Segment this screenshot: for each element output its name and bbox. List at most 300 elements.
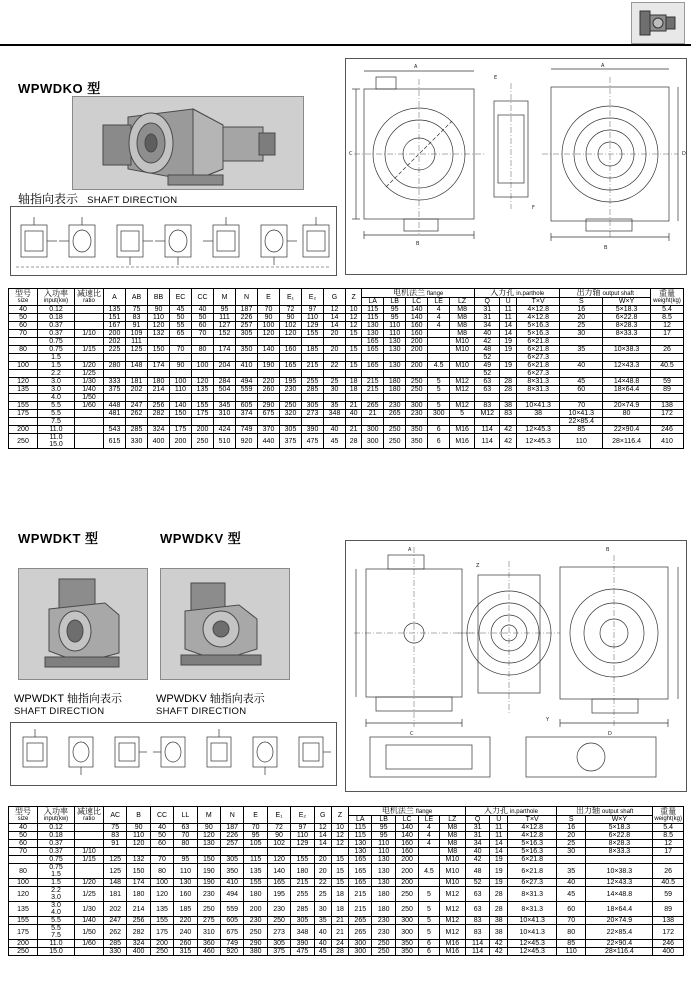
cell-E: 220 [258, 378, 280, 386]
svg-text:Y: Y [546, 717, 550, 723]
cell-LB: 180 [372, 887, 395, 902]
th-LE: LE [428, 298, 450, 306]
cell-AC: 181 [104, 887, 127, 902]
cell-N: 410 [236, 362, 258, 370]
cell-size: 40 [9, 306, 38, 314]
cell-E2 [291, 848, 314, 856]
cell-AC: 262 [104, 925, 127, 940]
cell-ratio [75, 832, 104, 840]
technical-drawing-wpwdkt-wpwdkv [345, 540, 687, 792]
cell-CC [192, 394, 214, 402]
cell-WY: 5×18.3 [586, 824, 653, 832]
cell-LC: 200 [406, 346, 428, 354]
cell-ratio [75, 864, 104, 879]
cell-CC: 50 [150, 832, 173, 840]
cell-ratio: 1/10 [75, 330, 104, 338]
cell-E: 290 [258, 402, 280, 410]
cell-Z [331, 848, 348, 856]
cell-TV: 10×41.3 [516, 402, 560, 410]
cell-BB: 180 [148, 378, 170, 386]
cell-E1: 120 [280, 330, 302, 338]
cell-CC: 60 [150, 840, 173, 848]
cell-W: 172 [653, 925, 684, 940]
cell-WY: 14×48.8 [603, 378, 651, 386]
cell-Q: 63 [475, 378, 500, 386]
cell-WY [603, 354, 651, 362]
th-S: S [560, 298, 603, 306]
cell-N: 410 [221, 879, 244, 887]
spec-table-wpwdkt-wpwdkv [8, 806, 684, 956]
cell-Z: 21 [346, 426, 362, 434]
cell-W [651, 370, 684, 378]
cell-Q: 40 [475, 330, 500, 338]
cell-LA: 130 [349, 848, 372, 856]
th2-U: U [490, 816, 508, 824]
cell-power: 2.2 3.0 [38, 887, 75, 902]
cell-G: 20 [324, 330, 346, 338]
cell-LE: 5 [428, 402, 450, 410]
cell-ratio: 1/50 [75, 925, 104, 940]
cell-size: 60 [9, 322, 38, 330]
cell-G: 12 [324, 306, 346, 314]
cell-E: 70 [258, 306, 280, 314]
cell-power: 0.18 [38, 314, 75, 322]
th2-TV: T×V [508, 816, 556, 824]
cell-Q [475, 418, 500, 426]
table-row [9, 948, 684, 956]
cell-E: 260 [258, 386, 280, 394]
cell-E1: 375 [267, 948, 290, 956]
cell-LE [428, 346, 450, 354]
cell-power: 4.0 [38, 394, 75, 402]
cell-G: 20 [324, 346, 346, 354]
cell-B [127, 848, 150, 856]
cell-LB: 230 [384, 402, 406, 410]
cell-AC [104, 848, 127, 856]
th2-WY: W×Y [586, 816, 653, 824]
cell-E2: 390 [291, 940, 314, 948]
cell-N [221, 848, 244, 856]
cell-E1: 195 [267, 887, 290, 902]
th-ratio: 减速比 ratio [75, 289, 104, 306]
cell-E1: 90 [280, 314, 302, 322]
cell-S: 22×85.4 [560, 418, 603, 426]
cell-Z: 12 [346, 314, 362, 322]
cell-ratio: 1/30 [75, 902, 104, 917]
cell-M: 174 [214, 346, 236, 354]
cell-W: 172 [651, 410, 684, 418]
table-row [9, 848, 684, 856]
cell-N: 226 [221, 832, 244, 840]
cell-E2: 390 [302, 426, 324, 434]
cell-LZ: M16 [450, 426, 475, 434]
cell-AC: 91 [104, 840, 127, 848]
cell-size: 40 [9, 824, 38, 832]
th-outshaft: 出力轴 output shaft [560, 289, 651, 298]
cell-E1: 305 [280, 426, 302, 434]
cell-EC: 150 [170, 410, 192, 418]
cell-LZ: M8 [450, 330, 475, 338]
cell-E: 675 [258, 410, 280, 418]
cell-A: 200 [104, 330, 126, 338]
cell-TV [516, 394, 560, 402]
cell-LC: 140 [395, 824, 418, 832]
cell-power: 2.2 [38, 370, 75, 378]
cell-W: 26 [651, 346, 684, 354]
cell-LC [406, 418, 428, 426]
shaft-direction-diagrams-2 [10, 722, 337, 786]
cell-N [236, 338, 258, 346]
cell-BB: 174 [148, 362, 170, 370]
cell-A [104, 394, 126, 402]
cell-LA: 115 [349, 832, 372, 840]
cell-TV: 4×12.8 [508, 824, 556, 832]
cell-size: 120 [9, 378, 38, 386]
wpwdkv-gearbox-photo [160, 568, 290, 680]
cell-LL: 95 [174, 856, 197, 864]
cell-CC: 80 [192, 346, 214, 354]
cell-LB: 180 [384, 378, 406, 386]
cell-S [560, 338, 603, 346]
table-row [9, 940, 684, 948]
th-weight: 重量 weight(kg) [651, 289, 684, 306]
cell-S: 35 [556, 864, 586, 879]
cell-U: 19 [500, 338, 516, 346]
cell-E2: 285 [302, 386, 324, 394]
cell-LA: 165 [362, 362, 384, 370]
cell-size: 70 [9, 330, 38, 338]
cell-EC [170, 394, 192, 402]
cell-LB: 230 [372, 917, 395, 925]
cell-ratio: 1/60 [75, 402, 104, 410]
cell-E2: 285 [291, 902, 314, 917]
cell-G: 40 [314, 940, 331, 948]
cell-E: 155 [244, 879, 267, 887]
table-row [9, 887, 684, 902]
cell-power: 0.12 [38, 824, 75, 832]
cell-power: 11.0 15.0 [38, 434, 75, 449]
cell-LA: 165 [362, 338, 384, 346]
cell-N: 605 [221, 917, 244, 925]
cell-LA [362, 354, 384, 362]
section2-caption-left-cn: WPWDKT 轴指向表示 [14, 693, 122, 705]
cell-LA: 215 [349, 902, 372, 917]
cell-W: 5.4 [653, 824, 684, 832]
cell-TV [516, 418, 560, 426]
cell-LL: 70 [174, 832, 197, 840]
technical-drawing-wpwdko [345, 58, 687, 275]
cell-AB: 262 [126, 410, 148, 418]
cell-BB [148, 418, 170, 426]
cell-E1: 102 [267, 840, 290, 848]
cell-LE: 6 [428, 426, 450, 434]
cell-A [104, 370, 126, 378]
th-U: U [500, 298, 516, 306]
cell-Z: 18 [331, 887, 348, 902]
th-TV: T×V [516, 298, 560, 306]
cell-TV: 6×27.3 [508, 879, 556, 887]
cell-E2: 129 [302, 322, 324, 330]
cell-U: 38 [490, 917, 508, 925]
cell-LC: 140 [395, 832, 418, 840]
cell-S: 80 [556, 925, 586, 940]
cell-LE: 4 [428, 306, 450, 314]
cell-Q: 63 [466, 887, 490, 902]
cell-E1: 165 [267, 879, 290, 887]
th-LC: LC [406, 298, 428, 306]
cell-LZ: M12 [439, 925, 466, 940]
cell-W: 40.5 [651, 362, 684, 370]
cell-CC: 40 [150, 824, 173, 832]
cell-E2: 475 [291, 948, 314, 956]
cell-CC [192, 354, 214, 362]
cell-CC: 60 [192, 322, 214, 330]
cell-EC: 140 [170, 402, 192, 410]
cell-power: 1.5 [38, 879, 75, 887]
cell-G: 14 [314, 832, 331, 840]
cell-ratio: 1/20 [75, 879, 104, 887]
section2-caption-left [14, 690, 122, 717]
cell-E2: 255 [291, 887, 314, 902]
cell-EC: 65 [170, 330, 192, 338]
cell-AB: 111 [126, 338, 148, 346]
cell-E: 90 [258, 314, 280, 322]
cell-A: 167 [104, 322, 126, 330]
th2-B: B [127, 807, 150, 824]
cell-S: 25 [556, 840, 586, 848]
cell-LZ: M8 [439, 832, 466, 840]
cell-ratio [75, 306, 104, 314]
th2-G: G [314, 807, 331, 824]
cell-LZ: M8 [450, 322, 475, 330]
cell-CC: 100 [192, 362, 214, 370]
cell-size [9, 418, 38, 426]
spec-table-wpwdko [8, 288, 684, 449]
cell-N: 494 [236, 378, 258, 386]
cell-Z: 40 [346, 410, 362, 418]
cell-E1: 72 [267, 824, 290, 832]
cell-W: 246 [653, 940, 684, 948]
cell-power: 0.37 [38, 322, 75, 330]
cell-power: 0.37 [38, 330, 75, 338]
cell-E: 135 [244, 864, 267, 879]
th-size: 型号 size [9, 289, 38, 306]
cell-CC: 175 [150, 925, 173, 940]
cell-AC: 125 [104, 856, 127, 864]
cell-M: 111 [214, 314, 236, 322]
cell-Q: 48 [475, 346, 500, 354]
cell-BB [148, 354, 170, 362]
svg-text:B: B [604, 245, 608, 251]
cell-E1: 250 [280, 402, 302, 410]
cell-LA: 130 [349, 840, 372, 848]
cell-Z: 18 [346, 378, 362, 386]
cell-AB [126, 354, 148, 362]
cell-BB: 132 [148, 330, 170, 338]
cell-E: 190 [258, 362, 280, 370]
cell-AC: 285 [104, 940, 127, 948]
cell-Z: 15 [346, 346, 362, 354]
cell-power: 5.5 [38, 917, 75, 925]
cell-U: 14 [490, 840, 508, 848]
cell-LC: 250 [395, 902, 418, 917]
cell-ratio [75, 426, 104, 434]
cell-S: 20 [560, 314, 603, 322]
th-Q: Q [475, 298, 500, 306]
cell-E1 [280, 370, 302, 378]
cell-LZ: M10 [450, 338, 475, 346]
cell-M [214, 418, 236, 426]
th-EC: EC [170, 289, 192, 306]
cell-LA [362, 370, 384, 378]
cell-CC: 200 [192, 426, 214, 434]
cell-N [236, 418, 258, 426]
cell-CC: 135 [192, 386, 214, 394]
cell-Z: 15 [346, 330, 362, 338]
cell-A: 202 [104, 338, 126, 346]
cell-E1: 102 [280, 322, 302, 330]
table-row [9, 338, 684, 346]
cell-W [651, 394, 684, 402]
cell-E1: 273 [267, 925, 290, 940]
cell-M: 120 [197, 832, 220, 840]
section2-title-left: WPWDKT 型 [18, 531, 99, 546]
cell-E: 370 [258, 426, 280, 434]
cell-W [651, 338, 684, 346]
cell-LE: 4 [419, 832, 439, 840]
cell-TV: 12×45.3 [516, 434, 560, 449]
cell-LE [419, 879, 439, 887]
cell-G: 45 [314, 948, 331, 956]
cell-LA: 265 [362, 402, 384, 410]
cell-BB: 120 [148, 322, 170, 330]
cell-power: 3.0 [38, 378, 75, 386]
cell-LL [174, 848, 197, 856]
cell-WY: 20×74.9 [603, 402, 651, 410]
cell-E: 250 [244, 925, 267, 940]
cell-E: 95 [244, 832, 267, 840]
cell-N: 305 [236, 330, 258, 338]
cell-EC: 55 [170, 322, 192, 330]
th2-LE: LE [419, 816, 439, 824]
cell-BB: 324 [148, 426, 170, 434]
cell-E1: 160 [280, 346, 302, 354]
cell-A: 280 [104, 362, 126, 370]
cell-Z [346, 394, 362, 402]
cell-BB: 110 [148, 314, 170, 322]
cell-LA: 265 [349, 917, 372, 925]
th2-outshaft: 出力轴 output shaft [556, 807, 652, 816]
cell-LZ: M12 [439, 917, 466, 925]
cell-E1: 230 [267, 902, 290, 917]
cell-LB: 180 [384, 386, 406, 394]
cell-M: 504 [214, 386, 236, 394]
cell-LZ: M12 [450, 378, 475, 386]
cell-EC: 70 [170, 346, 192, 354]
cell-LL: 315 [174, 948, 197, 956]
cell-LB: 110 [372, 848, 395, 856]
cell-S: 45 [560, 378, 603, 386]
cell-TV: 8×31.3 [516, 378, 560, 386]
cell-TV: 12×45.3 [516, 426, 560, 434]
cell-LE: 4 [428, 314, 450, 322]
cell-A: 375 [104, 386, 126, 394]
cell-LE: 5 [419, 917, 439, 925]
cell-AB: 75 [126, 306, 148, 314]
cell-Q: 114 [475, 426, 500, 434]
cell-LB: 265 [384, 410, 406, 418]
cell-E: 440 [258, 434, 280, 449]
cell-N: 350 [236, 346, 258, 354]
cell-ratio: 1/40 [75, 386, 104, 394]
th-E2: E₂ [302, 289, 324, 306]
cell-E1: 120 [267, 856, 290, 864]
cell-LE: 5 [419, 887, 439, 902]
cell-LE: 300 [428, 410, 450, 418]
cell-LB [384, 370, 406, 378]
cell-M: 190 [197, 864, 220, 879]
cell-U: 14 [500, 322, 516, 330]
cell-size: 70 [9, 848, 38, 856]
cell-M: 275 [197, 917, 220, 925]
cell-LB: 130 [384, 338, 406, 346]
cell-TV: 4×12.8 [516, 314, 560, 322]
cell-BB [148, 338, 170, 346]
cell-W: 26 [653, 864, 684, 879]
th-inputhole: 入力孔 in.parthole [475, 289, 560, 298]
cell-W [653, 856, 684, 864]
cell-Z [346, 370, 362, 378]
cell-M: 284 [214, 378, 236, 386]
table-row [9, 434, 684, 449]
cell-N: 187 [236, 306, 258, 314]
cell-AC: 75 [104, 824, 127, 832]
cell-Z: 21 [346, 402, 362, 410]
cell-BB: 214 [148, 386, 170, 394]
cell-M: 95 [214, 306, 236, 314]
cell-W: 59 [651, 378, 684, 386]
table-row [9, 824, 684, 832]
th-E: E [258, 289, 280, 306]
cell-W: 246 [651, 426, 684, 434]
cell-G: 40 [324, 426, 346, 434]
cell-Q: 34 [475, 322, 500, 330]
cell-E2: 215 [302, 362, 324, 370]
cell-G [324, 338, 346, 346]
table-row [9, 879, 684, 887]
cell-E [258, 418, 280, 426]
cell-LC: 350 [395, 940, 418, 948]
cell-LE: 5 [419, 925, 439, 940]
cell-size: 250 [9, 434, 38, 449]
cell-Q: 31 [466, 832, 490, 840]
cell-A: 333 [104, 378, 126, 386]
th2-Q: Q [466, 816, 490, 824]
cell-E2: 110 [291, 832, 314, 840]
cell-LZ: M8 [450, 306, 475, 314]
table-row [9, 410, 684, 418]
cell-EC [170, 370, 192, 378]
cell-E: 290 [244, 940, 267, 948]
cell-WY: 8×33.3 [586, 848, 653, 856]
cell-E [258, 370, 280, 378]
svg-text:A: A [414, 64, 418, 70]
gearbox-logo-icon [631, 2, 685, 44]
cell-LA: 21 [362, 410, 384, 418]
cell-LA: 215 [362, 378, 384, 386]
cell-W: 12 [653, 840, 684, 848]
cell-M [214, 354, 236, 362]
